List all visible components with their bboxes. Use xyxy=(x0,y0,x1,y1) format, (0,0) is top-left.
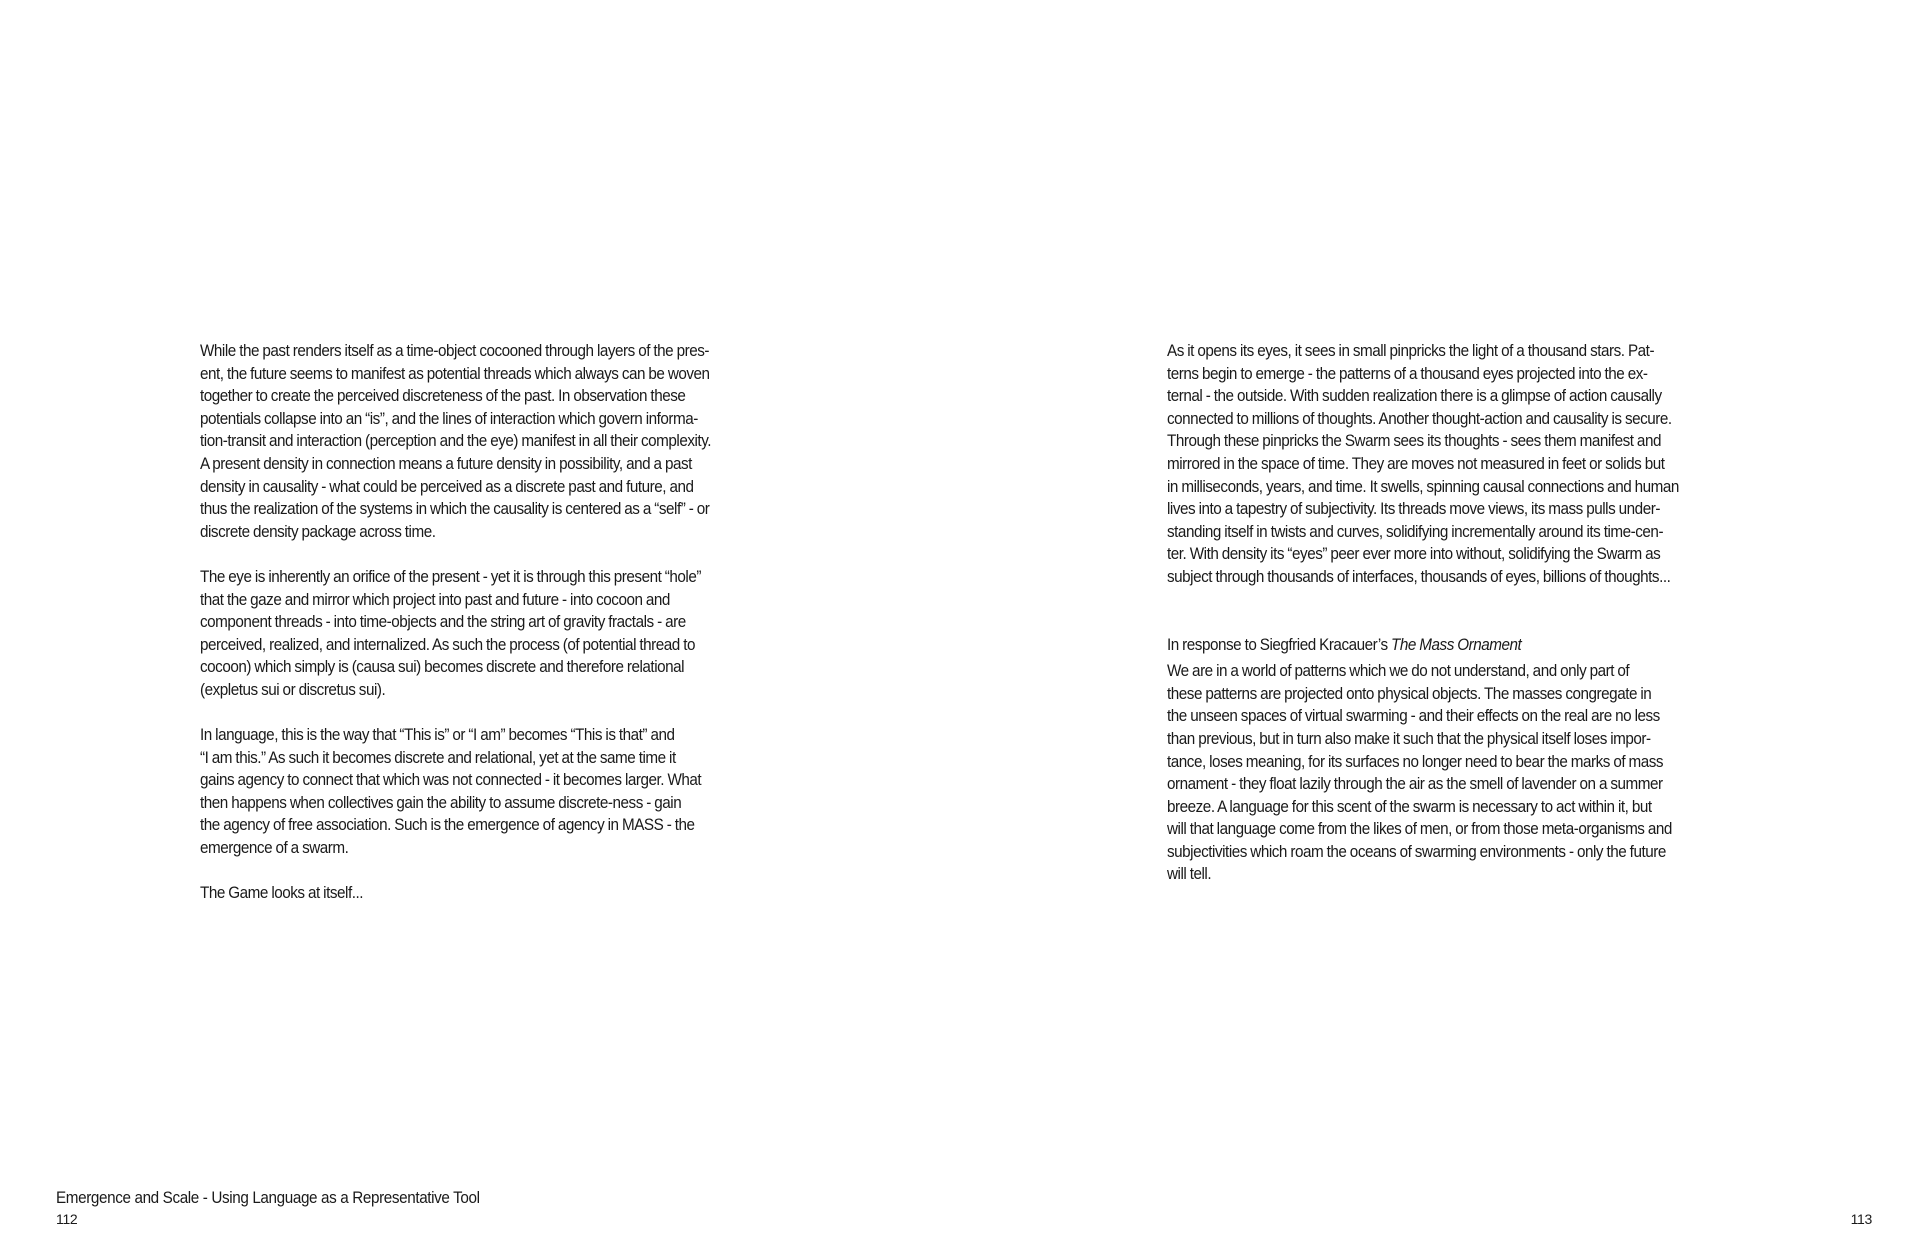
text-line: lives into a tapestry of subjectivity. Its threads move views, its mass pulls under- xyxy=(1167,500,1660,519)
text-line: standing itself in twists and curves, solidifying incrementally around its time-cen- xyxy=(1167,522,1664,541)
left-paragraph-2 xyxy=(200,566,767,702)
text-line: these patterns are projected onto physical objects. The masses congregate in xyxy=(1167,684,1652,703)
text-line: gains agency to connect that which was not connected - it becomes larger. What xyxy=(200,771,702,790)
text-line: will that language come from the likes of men, or from those meta-organisms and xyxy=(1167,820,1672,839)
text-line: that the gaze and mirror which project into past and future - into cocoon and xyxy=(200,590,670,609)
page-number-left: 112 xyxy=(56,1211,78,1227)
left-paragraph-4 xyxy=(200,882,767,905)
section-heading xyxy=(1167,634,1739,657)
text-line: tion-transit and interaction (perception and the eye) manifest in all their complexity. xyxy=(200,432,711,451)
text-line: together to create the perceived discreteness of the past. In observation these xyxy=(200,387,686,406)
text-line: While the past renders itself as a time-object cocooned through layers of the pres- xyxy=(200,342,710,360)
text-line: component threads - into time-objects and the string art of gravity fractals - are xyxy=(200,613,686,632)
text-line: terns begin to emerge - the patterns of a thousand eyes projected into the ex- xyxy=(1167,364,1648,383)
text-line: the agency of free association. Such is the emergence of agency in MASS - the xyxy=(200,816,695,835)
text-line: We are in a world of patterns which we do not understand, and only part of xyxy=(1167,662,1630,681)
right-page xyxy=(960,0,1920,1242)
text-line: Through these pinpricks the Swarm sees its thoughts - sees them manifest and xyxy=(1167,432,1661,451)
running-footer-title: Emergence and Scale - Using Language as a Representative Tool xyxy=(56,1189,480,1207)
text-line: mirrored in the space of time. They are moves not measured in feet or solids but xyxy=(1167,454,1665,473)
left-text-column xyxy=(200,340,767,905)
text-line: subjectivities which roam the oceans of swarming environments - only the future xyxy=(1167,842,1666,861)
text-line: potentials collapse into an “is”, and the lines of interaction which govern informa- xyxy=(200,409,698,428)
heading-prefix: In response to Siegfried Kracauer’s xyxy=(1167,635,1392,654)
text-line: the unseen spaces of virtual swarming - and their effects on the real are no less xyxy=(1167,707,1660,726)
text-line: then happens when collectives gain the ability to assume discrete-ness - gain xyxy=(200,793,682,812)
right-intro-paragraph xyxy=(1167,340,1739,589)
text-line: The eye is inherently an orifice of the present - yet it is through this present “hole” xyxy=(200,567,701,586)
text-line: In language, this is the way that “This is” or “I am” becomes “This is that” and xyxy=(200,726,675,745)
text-line: The Game looks at itself... xyxy=(200,884,364,903)
text-line: emergence of a swarm. xyxy=(200,839,349,858)
text-line: A present density in connection means a future density in possibility, and a past xyxy=(200,454,692,473)
text-line: will tell. xyxy=(1167,865,1212,884)
text-line: tance, loses meaning, for its surfaces no longer need to bear the marks of mass xyxy=(1167,752,1664,771)
text-line: connected to millions of thoughts. Another thought-action and causality is secure. xyxy=(1167,409,1672,428)
text-line: cocoon) which simply is (causa sui) becomes discrete and therefore relational xyxy=(200,658,685,677)
page-number-right: 113 xyxy=(1850,1211,1872,1227)
text-line: breeze. A language for this scent of the swarm is necessary to act within it, but xyxy=(1167,797,1652,816)
text-line: “I am this.” As such it becomes discrete and relational, yet at the same time it xyxy=(200,748,676,767)
left-paragraph-3 xyxy=(200,724,767,860)
text-line: in milliseconds, years, and time. It swells, spinning causal connections and human xyxy=(1167,477,1679,496)
text-line: ornament - they float lazily through the air as the smell of lavender on a summer xyxy=(1167,775,1663,794)
right-response-paragraph xyxy=(1167,660,1739,886)
text-line: subject through thousands of interfaces, thousands of eyes, billions of thoughts... xyxy=(1167,567,1671,586)
right-text-column xyxy=(1167,340,1739,886)
text-line: As it opens its eyes, it sees in small pinpricks the light of a thousand stars. Pat- xyxy=(1167,342,1655,360)
text-line: ent, the future seems to manifest as potential threads which always can be woven xyxy=(200,364,710,383)
text-line: discrete density package across time. xyxy=(200,522,436,541)
heading-book-title: The Mass Ornament xyxy=(1391,635,1522,654)
text-line: density in causality - what could be perceived as a discrete past and future, and xyxy=(200,477,694,496)
text-line: (expletus sui or discretus sui). xyxy=(200,680,386,699)
text-line: ternal - the outside. With sudden realization there is a glimpse of action causally xyxy=(1167,387,1662,406)
text-line: thus the realization of the systems in which the causality is centered as a “self” - or xyxy=(200,500,710,519)
left-paragraph-1 xyxy=(200,340,767,543)
text-line: perceived, realized, and internalized. As such the process (of potential thread to xyxy=(200,635,696,654)
text-line: ter. With density its “eyes” peer ever more into without, solidifying the Swarm as xyxy=(1167,545,1661,564)
text-line: than previous, but in turn also make it such that the physical itself loses impor- xyxy=(1167,729,1651,748)
